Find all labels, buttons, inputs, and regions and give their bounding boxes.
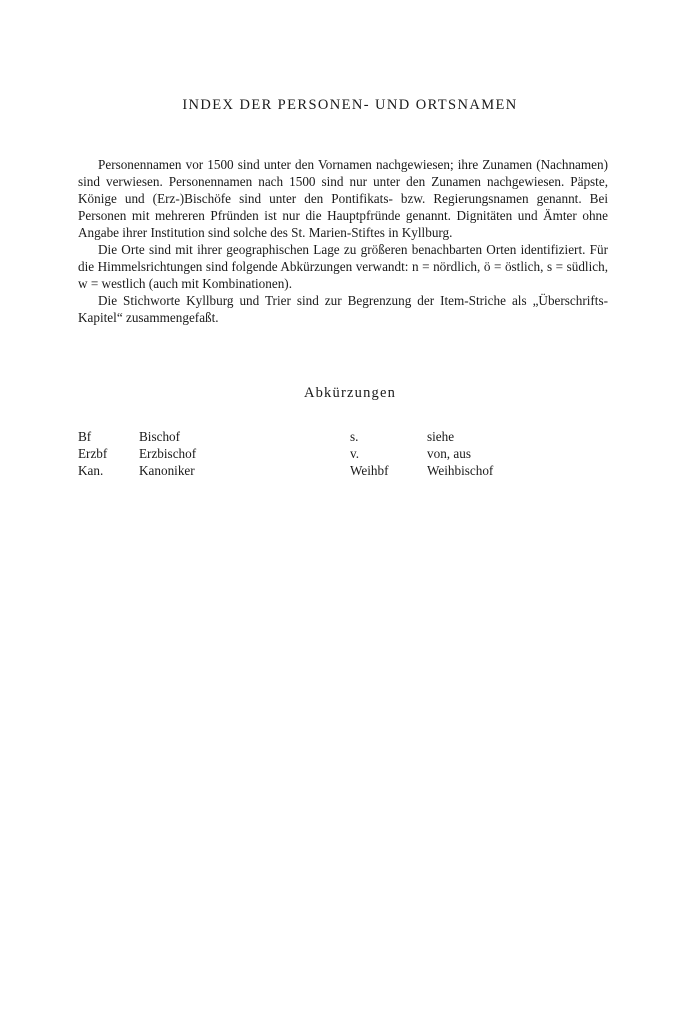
abbreviation-meaning: Bischof bbox=[139, 429, 181, 444]
page-title: INDEX DER PERSONEN- UND ORTSNAMEN bbox=[182, 97, 518, 113]
intro-paragraph-places: Die Orte sind mit ihrer geographischen Lage zu größeren benachbarten Orten identifiziert. Für die Himmelsrichtungen sind folgende Abkürzungen verwandt: n = nördlich, ö = östlich, s = südlich, w = westlich (auch mit Kombinationen). bbox=[78, 242, 608, 291]
abbreviation-meaning: von, aus bbox=[427, 446, 471, 461]
abbreviations-table bbox=[78, 428, 608, 479]
abbreviation-row bbox=[78, 428, 608, 445]
abbreviation: Erzbf bbox=[78, 446, 108, 461]
abbreviation-meaning: Weihbischof bbox=[427, 463, 494, 478]
abbreviation: s. bbox=[350, 429, 359, 444]
intro-paragraph-persons: Personennamen vor 1500 sind unter den Vornamen nachgewiesen; ihre Zunamen (Nachnamen) sind verwiesen. Personennamen nach 1500 sind nur unter den Zunamen nachgewiesen. Päpste, Könige und (Erz-)Bischöfe sind unter den Pontifikats- bzw. Regierungsnamen genannt. Bei Personen mit mehreren Pfründen ist nur die Hauptpfründe genannt. Dignitäten und Ämter ohne Angabe ihrer Institution sind solche des St. Marien-Stiftes in Kyllburg. bbox=[78, 157, 608, 240]
abbreviation-row bbox=[78, 462, 608, 479]
intro-text bbox=[78, 156, 608, 326]
abbreviation-row bbox=[78, 445, 608, 462]
abbreviation: v. bbox=[350, 446, 360, 461]
abbreviation-meaning: Erzbischof bbox=[139, 446, 197, 461]
abbreviation: Bf bbox=[78, 429, 92, 444]
abbreviation: Weihbf bbox=[350, 463, 389, 478]
abbreviations-title: Abkürzungen bbox=[303, 385, 397, 401]
intro-paragraph-keywords: Die Stichworte Kyllburg und Trier sind zur Begrenzung der Item-Striche als „Überschrifts-Kapitel“ zusammengefaßt. bbox=[78, 293, 608, 325]
abbreviation-meaning: Kanoniker bbox=[139, 463, 195, 478]
abbreviation-meaning: siehe bbox=[427, 429, 455, 444]
abbreviation: Kan. bbox=[78, 463, 104, 478]
